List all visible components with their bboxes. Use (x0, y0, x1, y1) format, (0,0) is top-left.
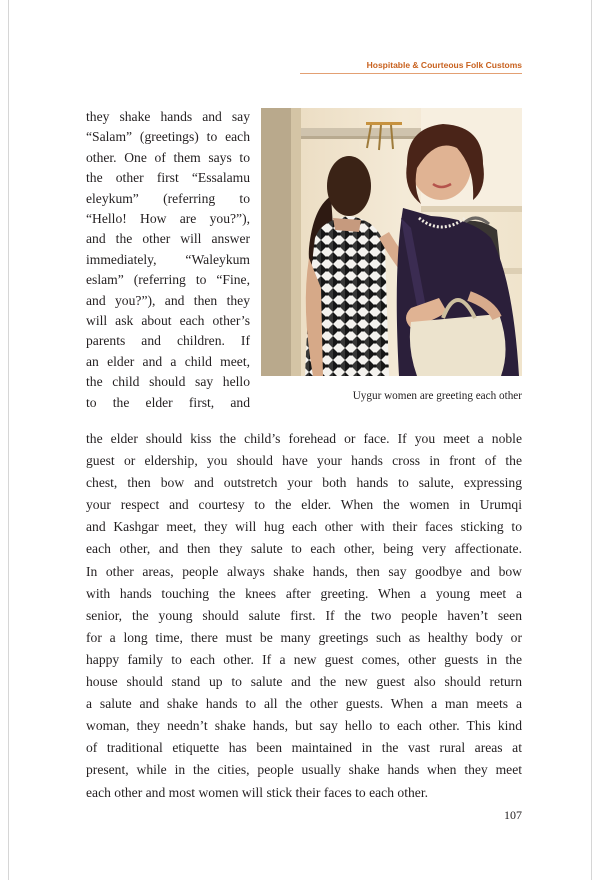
body-text-line: of traditional etiquette has been maintained in the vast rural areas at (86, 740, 522, 756)
body-text-line: eleykum” (referring to (86, 190, 250, 206)
greeting-photo (261, 108, 522, 376)
body-text-line: other. One of them says to (86, 149, 250, 165)
body-text-line: immediately, “Waleykum (86, 251, 250, 267)
wrapped-paragraph (86, 107, 250, 413)
body-text-line: the elder should kiss the child’s forehead or face. If you meet a noble (86, 431, 522, 446)
body-text-line: house should stand up to salute and the new guest also should return (86, 674, 522, 690)
body-text-line: a salute and shake hands to all the other guests. When a man meets a (86, 696, 522, 712)
body-text-line: for a long time, there must be many greetings such as healthy body or (86, 629, 522, 645)
body-text-line: parents and children. If (86, 333, 250, 349)
body-text-line: chest, then bow and outstretch your both hands to salute, expressing (86, 475, 522, 491)
body-text-line: with hands touching the knees after greeting. When a young meet a (86, 585, 522, 601)
page-number: 107 (504, 808, 522, 822)
body-text-line: the other first “Essalamu (86, 170, 250, 186)
body-text-line: “Hello! How are you?”), (86, 211, 250, 227)
body-text-line: will ask about each other’s (86, 313, 250, 329)
body-text-line: and the other will answer (86, 231, 250, 247)
body-text-line: each other, and then they salute to each other, being very affectionate. (86, 541, 522, 557)
body-text-line: and Kashgar meet, they will hug each other with their faces sticking to (86, 519, 522, 535)
body-text-line: happy family to each other. If a new guest comes, other guests in the (86, 651, 522, 667)
body-text-line: “Salam” (greetings) to each (86, 129, 250, 145)
body-text-line: they shake hands and say (86, 109, 250, 124)
body-text-line: each other and most women will stick their faces to each other. (86, 784, 428, 800)
body-text-line: to the elder first, and (86, 394, 250, 410)
body-text-line: an elder and a child meet, (86, 353, 250, 369)
body-text-line: the child should say hello (86, 374, 250, 390)
page-edge-right (591, 0, 592, 880)
body-text-line: senior, the young should salute first. If the two people haven’t seen (86, 607, 522, 623)
body-text-line: your respect and courtesy to the elder. When the women in Urumqi (86, 497, 522, 513)
body-text-line: and you?”), and then they (86, 292, 250, 308)
body-text-line: eslam” (referring to “Fine, (86, 272, 250, 288)
body-text-line: present, while in the cities, people usually shake hands when they meet (86, 762, 522, 778)
body-text-line: guest or eldership, you should have your hands cross in front of the (86, 453, 522, 469)
page-edge-left (8, 0, 9, 880)
figure-caption: Uygur women are greeting each other (352, 390, 522, 402)
body-text-line: In other areas, people always shake hands, then say goodbye and bow (86, 563, 522, 579)
body-text-line: woman, they needn’t shake hands, but say hello to each other. This kind (86, 718, 522, 734)
full-width-paragraph (86, 428, 522, 804)
running-header: Hospitable & Courteous Folk Customs (300, 60, 522, 74)
